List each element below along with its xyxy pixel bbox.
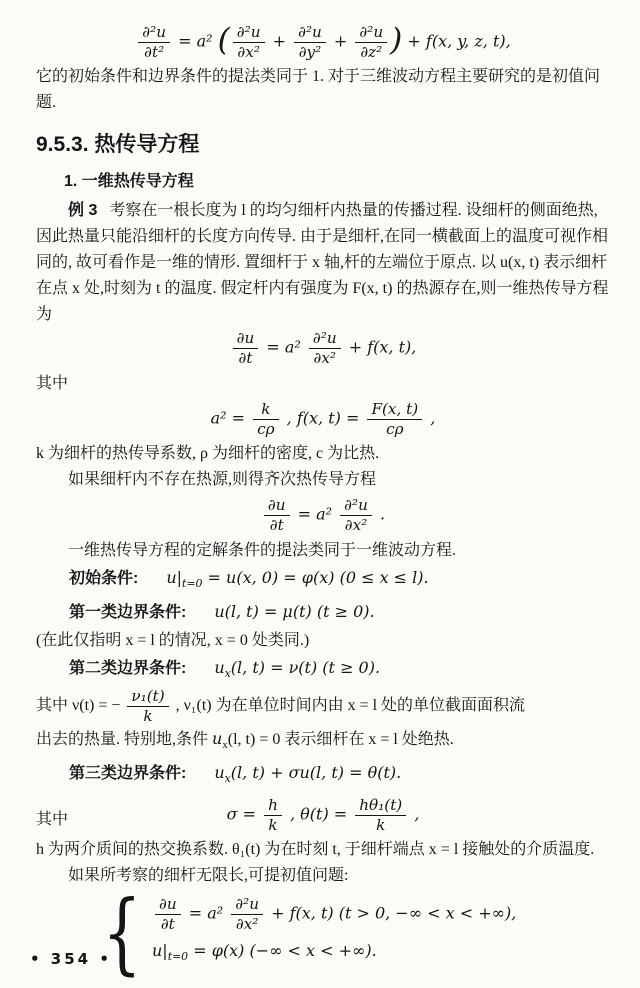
system-rows [152, 891, 516, 975]
conditions-intro: 一维热传导方程的定解条件的提法类同于一维波动方程. [68, 541, 457, 559]
homogeneous-intro: 如果细杆内不存在热源,则得齐次热传导方程 [68, 471, 377, 489]
intro-paragraph: 它的初始条件和边界条件的提法类同于 1. 对于三维波动方程主要研究的是初值问题. [36, 68, 601, 112]
example-text: 考察在一根长度为 l 的均匀细杆内热量的传播过程. 设细杆的侧面绝热,因此热量只能沿细杆的长度方向传导. 由于是细杆,在同一横截面上的温度可视作相同的, 故可看作是一维的情形. 置细杆于 x 轴,杆的左端位于原点. 以 u(x, t) 表示细杆在点 x 处,时刻为 t 的温度. 假定杆内有强度为 F(x, t) 的热源存在,则一维热传导方程为 [36, 202, 609, 324]
ivp-intro: 如果所考察的细杆无限长,可提初值问题: [68, 867, 349, 885]
equation-3d-wave: $\frac{\text{∂²u}}{\text{∂t²}}$ = a² ( $\frac{\text{∂²u}}{\text{∂x²}}$ + $\frac{\text{∂²u}}{\text{∂y²}}$ + $\frac{\text{∂²u}}{\text{∂z²}}$ ) + f(x, y, z, t), [36, 24, 610, 60]
equation-coefficients: a² = $\frac{k}{c\rho}$ , f(x, t) = $\frac{F(x, t)}{c\rho}$ , [210, 399, 436, 438]
boundary-condition-1-formula: u(l, t) = μ(t) (t ≥ 0). [214, 601, 375, 621]
boundary-condition-3-label: 第三类边界条件: [69, 764, 187, 782]
boundary-condition-1-note: (在此仅指明 x = l 的情况, x = 0 处类同.) [36, 631, 310, 649]
initial-condition-line [69, 564, 610, 598]
example-label: 例 3 [68, 202, 98, 220]
equation-heat-nonhomogeneous: $\frac{\partial u}{\partial t}$ = a² $\frac{\text{∂²u}}{\text{∂x²}}$ + f(x, t), [36, 330, 610, 366]
sigma-definition-block [36, 797, 610, 833]
boundary-condition-1-label: 第一类边界条件: [69, 603, 187, 621]
system-equation-pde: $\frac{\partial u}{\partial t}$ = a² $\frac{\text{∂²u}}{\text{∂x²}}$ + f(x, t) (t > 0, −∞ < x < +∞), [152, 896, 516, 932]
boundary-condition-3-formula: $u_x(l$, t) + σu(l, t) = θ(t). [214, 762, 402, 785]
system-equation-initial: $u|_{t=0} = \varphi(x)$ (−∞ < x < +∞). [152, 940, 377, 963]
subsection-heading: 1. 一维热传导方程 [64, 173, 194, 191]
equation-heat-homogeneous: $\frac{\partial u}{\partial t}$ = a² $\frac{\text{∂²u}}{\text{∂x²}}$ . [36, 497, 610, 533]
coefficient-note: k 为细杆的热传导系数, ρ 为细杆的密度, c 为比热. [36, 445, 380, 463]
initial-value-problem-system [94, 880, 610, 984]
nu-definition-line: 其中 ν(t) = − $\frac{\text{ν₁(t)}}{k}$ , ν₁(t) 为在单位时间内由 x = l 处的单位截面面积流 [36, 687, 526, 725]
initial-condition-formula: $u|_{t=0} = u(x$, 0) = φ(x) (0 ≤ x ≤ l). [166, 567, 429, 590]
boundary-condition-3-line [69, 759, 610, 793]
heat-exchange-note: h 为两介质间的热交换系数. θ₁(t) 为在时刻 t, 于细杆端点 x = l 接触处的介质温度. [36, 841, 595, 859]
example-paragraph [36, 198, 610, 328]
boundary-condition-2-line [69, 654, 610, 688]
section-heading: 9.5.3. 热传导方程 [36, 133, 200, 157]
equation-sigma-theta: σ = $\frac{h}{k}$ , θ(t) = $\frac{\text{hθ₁(t)}}{k}$ , [226, 795, 420, 834]
page-number: • 354 • [30, 950, 112, 968]
boundary-condition-2-formula: $u_x(l$, t) = ν(t) (t ≥ 0). [214, 657, 381, 681]
nu-definition-continuation: 出去的热量. 特别地,条件 $u_x(l$, t) = 0 表示细杆在 x = l 处绝热. [36, 728, 454, 751]
boundary-condition-1-line [69, 598, 610, 627]
system-brace: { [102, 880, 142, 984]
initial-condition-label: 初始条件: [69, 569, 139, 587]
qizhong-label-2: 其中 [36, 810, 69, 828]
boundary-condition-2-label: 第二类边界条件: [69, 659, 187, 677]
qizhong-label-1: 其中 [36, 374, 69, 392]
